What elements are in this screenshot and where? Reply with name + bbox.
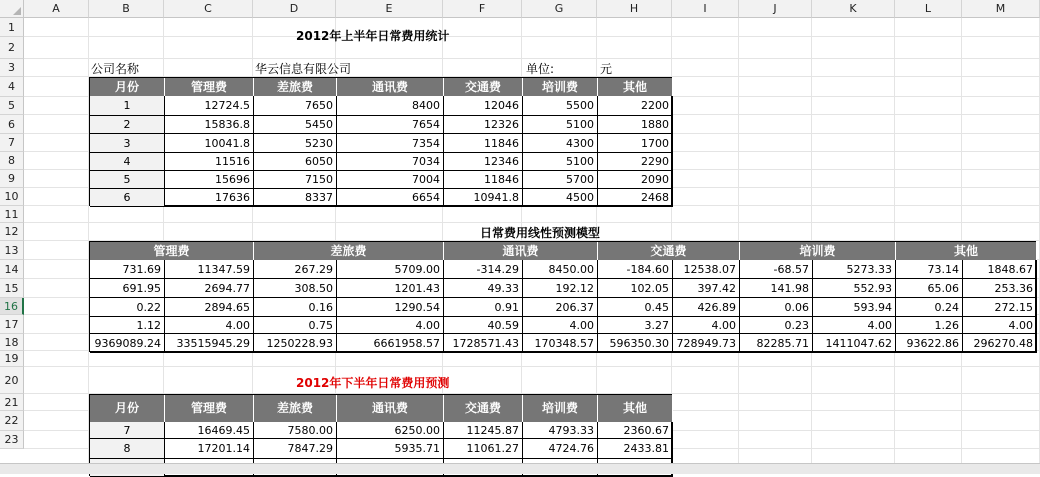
gridline-horizontal [24, 222, 1040, 223]
row-header-23[interactable]: 23 [0, 431, 24, 449]
select-all-corner[interactable] [0, 0, 24, 18]
value-cell[interactable]: 1250228.93 [254, 334, 337, 353]
header-cell: 月份 [90, 78, 165, 96]
header-cell: 差旅费 [254, 78, 337, 96]
value-cell[interactable]: 5100 [523, 116, 598, 134]
value-cell[interactable]: 1.12 [90, 317, 165, 334]
value-cell[interactable]: 10041.8 [165, 134, 254, 153]
value-cell[interactable]: 691.95 [90, 279, 165, 298]
value-cell[interactable]: 426.89 [673, 298, 740, 317]
value-cell[interactable]: 2894.65 [165, 298, 254, 317]
value-cell[interactable]: 0.91 [444, 298, 523, 317]
column-header-k[interactable]: K [812, 0, 895, 18]
header-cell: 差旅费 [254, 242, 444, 260]
value-cell[interactable]: 9369089.24 [90, 334, 165, 353]
value-cell[interactable]: 1411047.62 [813, 334, 896, 353]
value-cell[interactable]: 4793.33 [523, 422, 598, 439]
company-label: 公司名称 [91, 62, 140, 76]
value-cell[interactable]: 17201.14 [165, 439, 254, 459]
value-cell[interactable]: 15836.8 [165, 116, 254, 134]
column-header-e[interactable]: E [336, 0, 443, 18]
column-header-h[interactable]: H [597, 0, 672, 18]
row-header-4[interactable]: 4 [0, 77, 24, 97]
value-cell[interactable]: 93622.86 [896, 334, 963, 353]
value-cell[interactable]: 49.33 [444, 279, 523, 298]
row-header-16[interactable]: 16 [0, 298, 24, 315]
row-header-10[interactable]: 10 [0, 188, 24, 206]
value-cell[interactable]: 5273.33 [813, 260, 896, 279]
row-header-6[interactable]: 6 [0, 115, 24, 134]
row-header-22[interactable]: 22 [0, 411, 24, 431]
header-cell: 其他 [598, 395, 673, 422]
header-cell: 其他 [598, 78, 673, 96]
month-cell[interactable]: 2 [90, 116, 165, 134]
value-cell[interactable]: 253.36 [963, 279, 1037, 298]
value-cell[interactable]: 3.27 [598, 317, 673, 334]
value-cell[interactable]: 17636 [165, 189, 254, 207]
value-cell[interactable]: 2433.81 [598, 439, 673, 459]
value-cell[interactable]: 1880 [598, 116, 673, 134]
value-cell[interactable]: 33515945.29 [165, 334, 254, 353]
gridline-horizontal [24, 366, 1040, 367]
value-cell[interactable]: 5450 [254, 116, 337, 134]
value-cell[interactable]: 1290.54 [337, 298, 444, 317]
value-cell[interactable]: 267.29 [254, 260, 337, 279]
month-cell[interactable]: 6 [90, 189, 165, 207]
value-cell[interactable]: 4.00 [165, 317, 254, 334]
value-cell[interactable]: 11245.87 [444, 422, 523, 439]
value-cell[interactable]: 15696 [165, 171, 254, 189]
row-header-2[interactable]: 2 [0, 37, 24, 59]
column-header-m[interactable]: M [962, 0, 1040, 18]
value-cell[interactable]: 8400 [337, 96, 444, 116]
value-cell[interactable]: 11347.59 [165, 260, 254, 279]
value-cell[interactable]: 4.00 [523, 317, 598, 334]
row-header-21[interactable]: 21 [0, 394, 24, 411]
value-cell[interactable]: 593.94 [813, 298, 896, 317]
value-cell[interactable]: 552.93 [813, 279, 896, 298]
value-cell[interactable]: 12346 [444, 153, 523, 171]
value-cell[interactable]: 4.00 [813, 317, 896, 334]
value-cell[interactable]: 11061.27 [444, 439, 523, 459]
value-cell[interactable]: 4.00 [337, 317, 444, 334]
value-cell[interactable]: 1848.67 [963, 260, 1037, 279]
column-header-c[interactable]: C [164, 0, 253, 18]
row-header-5[interactable]: 5 [0, 97, 24, 115]
value-cell[interactable]: 7354 [337, 134, 444, 153]
month-cell[interactable]: 1 [90, 96, 165, 116]
value-cell[interactable]: 0.06 [740, 298, 813, 317]
gridline-horizontal [24, 36, 1040, 37]
header-cell: 其他 [896, 242, 1037, 260]
header-cell: 管理费 [165, 395, 254, 422]
value-cell[interactable]: 192.12 [523, 279, 598, 298]
row-header-12[interactable]: 12 [0, 223, 24, 241]
value-cell[interactable]: 141.98 [740, 279, 813, 298]
value-cell[interactable]: 4.00 [963, 317, 1037, 334]
value-cell[interactable]: 1.26 [896, 317, 963, 334]
value-cell[interactable]: 272.15 [963, 298, 1037, 317]
value-cell[interactable]: 7847.29 [254, 439, 337, 459]
value-cell[interactable]: 40.59 [444, 317, 523, 334]
value-cell[interactable]: 7650 [254, 96, 337, 116]
month-cell[interactable]: 8 [90, 439, 165, 459]
month-cell[interactable]: 3 [90, 134, 165, 153]
row-header-8[interactable]: 8 [0, 152, 24, 170]
value-cell[interactable]: 0.45 [598, 298, 673, 317]
row-header-9[interactable]: 9 [0, 170, 24, 188]
value-cell[interactable]: -68.57 [740, 260, 813, 279]
value-cell[interactable]: 0.24 [896, 298, 963, 317]
month-cell[interactable]: 4 [90, 153, 165, 171]
value-cell[interactable]: 8450.00 [523, 260, 598, 279]
value-cell[interactable]: 2290 [598, 153, 673, 171]
company-name: 华云信息有限公司 [255, 62, 352, 76]
header-cell: 管理费 [90, 242, 254, 260]
value-cell[interactable]: 0.16 [254, 298, 337, 317]
row-header-7[interactable]: 7 [0, 134, 24, 152]
value-cell[interactable]: 7004 [337, 171, 444, 189]
header-cell: 通讯费 [337, 78, 444, 96]
value-cell[interactable]: 308.50 [254, 279, 337, 298]
value-cell[interactable]: 7580.00 [254, 422, 337, 439]
column-header-b[interactable]: B [89, 0, 164, 18]
value-cell[interactable]: 11846 [444, 171, 523, 189]
value-cell[interactable]: 5709.00 [337, 260, 444, 279]
row-header-18[interactable]: 18 [0, 334, 24, 351]
header-cell: 交通费 [598, 242, 740, 260]
title-second-half: 2012年下半年日常费用预测 [296, 376, 450, 390]
value-cell[interactable]: 6050 [254, 153, 337, 171]
row-header-19[interactable]: 19 [0, 351, 24, 367]
value-cell[interactable]: 206.37 [523, 298, 598, 317]
value-cell[interactable]: 5100 [523, 153, 598, 171]
value-cell[interactable]: 170348.57 [523, 334, 598, 353]
column-header-g[interactable]: G [522, 0, 597, 18]
value-cell[interactable]: 7150 [254, 171, 337, 189]
value-cell[interactable]: 6654 [337, 189, 444, 207]
unit-label: 单位: [526, 62, 555, 76]
value-cell[interactable]: 12046 [444, 96, 523, 116]
row-header-17[interactable]: 17 [0, 315, 24, 334]
column-header-j[interactable]: J [739, 0, 812, 18]
value-cell[interactable]: 5700 [523, 171, 598, 189]
row-header-3[interactable]: 3 [0, 59, 24, 77]
value-cell[interactable]: 5230 [254, 134, 337, 153]
value-cell[interactable]: 5935.71 [337, 439, 444, 459]
row-header-13[interactable]: 13 [0, 241, 24, 260]
value-cell[interactable]: 7034 [337, 153, 444, 171]
value-cell[interactable]: 11516 [165, 153, 254, 171]
month-cell[interactable]: 7 [90, 422, 165, 439]
unit-value: 元 [600, 62, 613, 76]
value-cell[interactable]: 4724.76 [523, 439, 598, 459]
header-cell: 培训费 [740, 242, 896, 260]
row-header-1[interactable]: 1 [0, 18, 24, 37]
row-header-15[interactable]: 15 [0, 279, 24, 298]
value-cell[interactable]: 12538.07 [673, 260, 740, 279]
value-cell[interactable]: 102.05 [598, 279, 673, 298]
header-cell: 月份 [90, 395, 165, 422]
header-cell: 交通费 [444, 395, 523, 422]
value-cell[interactable]: 82285.71 [740, 334, 813, 353]
column-header-a[interactable]: A [24, 0, 89, 18]
value-cell[interactable]: 1700 [598, 134, 673, 153]
column-header-d[interactable]: D [253, 0, 336, 18]
value-cell[interactable]: 731.69 [90, 260, 165, 279]
value-cell[interactable]: 10941.8 [444, 189, 523, 207]
value-cell[interactable]: 397.42 [673, 279, 740, 298]
header-cell: 通讯费 [337, 395, 444, 422]
value-cell[interactable]: 4.00 [673, 317, 740, 334]
value-cell[interactable]: 2360.67 [598, 422, 673, 439]
value-cell[interactable]: 12326 [444, 116, 523, 134]
value-cell[interactable]: 2468 [598, 189, 673, 207]
title-first-half: 2012年上半年日常费用统计 [296, 29, 450, 43]
value-cell[interactable]: 1201.43 [337, 279, 444, 298]
value-cell[interactable]: 6661958.57 [337, 334, 444, 353]
value-cell[interactable]: 7654 [337, 116, 444, 134]
gridline-horizontal [24, 58, 1040, 59]
table-linear-model [89, 241, 1036, 352]
value-cell[interactable]: 0.22 [90, 298, 165, 317]
value-cell[interactable]: 65.06 [896, 279, 963, 298]
value-cell[interactable]: -184.60 [598, 260, 673, 279]
value-cell[interactable]: 596350.30 [598, 334, 673, 353]
value-cell[interactable]: 6250.00 [337, 422, 444, 439]
value-cell[interactable]: -314.29 [444, 260, 523, 279]
value-cell[interactable]: 16469.45 [165, 422, 254, 439]
value-cell[interactable]: 5500 [523, 96, 598, 116]
column-header-f[interactable]: F [443, 0, 522, 18]
row-header-20[interactable]: 20 [0, 367, 24, 394]
value-cell[interactable]: 296270.48 [963, 334, 1037, 353]
header-cell: 通讯费 [444, 242, 598, 260]
value-cell[interactable]: 728949.73 [673, 334, 740, 353]
header-cell: 培训费 [523, 78, 598, 96]
horizontal-scrollbar[interactable] [0, 463, 1040, 474]
row-header-14[interactable]: 14 [0, 260, 24, 279]
value-cell[interactable]: 73.14 [896, 260, 963, 279]
header-cell: 差旅费 [254, 395, 337, 422]
header-cell: 培训费 [523, 395, 598, 422]
column-header-i[interactable]: I [672, 0, 739, 18]
value-cell[interactable]: 0.23 [740, 317, 813, 334]
value-cell[interactable]: 2694.77 [165, 279, 254, 298]
row-header-11[interactable]: 11 [0, 206, 24, 223]
value-cell[interactable]: 12724.5 [165, 96, 254, 116]
value-cell[interactable]: 2090 [598, 171, 673, 189]
column-header-l[interactable]: L [895, 0, 962, 18]
month-cell[interactable]: 5 [90, 171, 165, 189]
value-cell[interactable]: 8337 [254, 189, 337, 207]
value-cell[interactable]: 11846 [444, 134, 523, 153]
header-cell: 交通费 [444, 78, 523, 96]
value-cell[interactable]: 1728571.43 [444, 334, 523, 353]
value-cell[interactable]: 2200 [598, 96, 673, 116]
value-cell[interactable]: 0.75 [254, 317, 337, 334]
title-linear-model: 日常费用线性预测模型 [480, 226, 601, 240]
table-first-half [89, 77, 672, 206]
value-cell[interactable]: 4500 [523, 189, 598, 207]
value-cell[interactable]: 4300 [523, 134, 598, 153]
header-cell: 管理费 [165, 78, 254, 96]
